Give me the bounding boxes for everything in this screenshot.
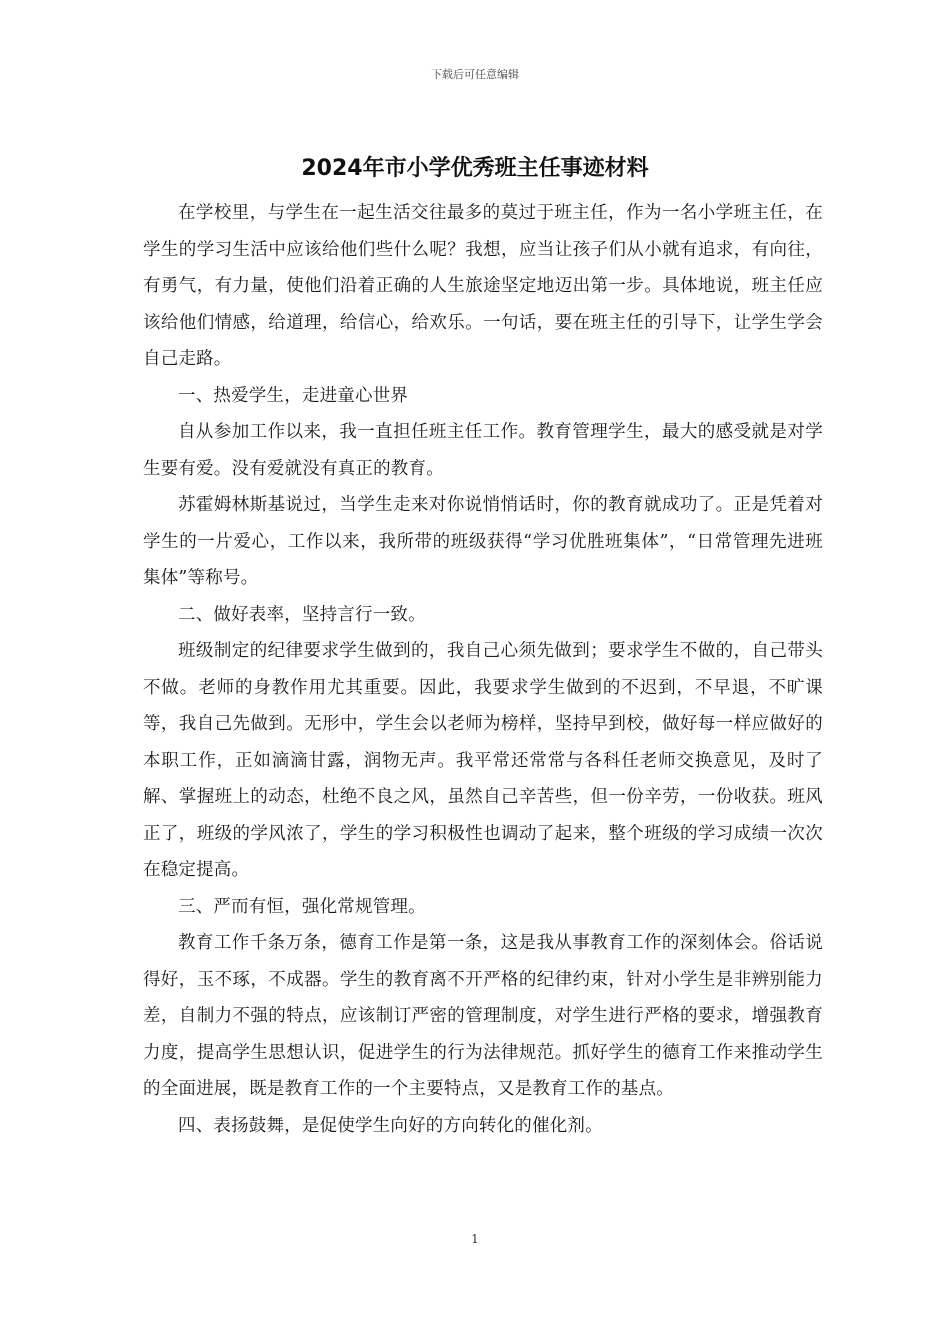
- body-paragraph: 自从参加工作以来，我一直担任班主任工作。教育管理学生，最大的感受就是对学生要有爱。没有爱就没有真正的教育。: [143, 422, 823, 479]
- header-note: 下载后可任意编辑: [431, 68, 519, 81]
- document-body: [143, 195, 823, 1144]
- body-paragraph: 苏霍姆林斯基说过，当学生走来对你说悄悄话时，你的教育就成功了。正是凭着对学生的一片爱心，工作以来，我所带的班级获得“学习优胜班集体”，“日常管理先进班集体”等称号。: [143, 495, 823, 588]
- body-paragraph: 班级制定的纪律要求学生做到的，我自己心须先做到；要求学生不做的，自己带头不做。老师的身教作用尤其重要。因此，我要求学生做到的不迟到，不早退，不旷课等，我自己先做到。无形中，学生会以老师为榜样，坚持早到校，做好每一样应做好的本职工作，正如滴滴甘露，润物无声。我平常还常常与各科任老师交换意见，及时了解、掌握班上的动态，杜绝不良之风，虽然自己辛苦些，但一份辛劳，一份收获。班风正了，班级的学风浓了，学生的学习积极性也调动了起来，整个班级的学习成绩一次次在稳定提高。: [143, 641, 823, 880]
- intro-paragraph: 在学校里，与学生在一起生活交往最多的莫过于班主任，作为一名小学班主任，在学生的学习生活中应该给他们些什么呢？我想，应当让孩子们从小就有追求，有向往，有勇气，有力量，使他们沿着正确的人生旅途坚定地迈出第一步。具体地说，班主任应该给他们情感，给道理，给信心，给欢乐。一句话，要在班主任的引导下，让学生学会自己走路。: [143, 203, 823, 369]
- document-title: 2024年市小学优秀班主任事迹材料: [301, 156, 649, 181]
- section-heading-3: 三、严而有恒，强化常规管理。: [178, 896, 426, 917]
- page-number: 1: [471, 1232, 479, 1246]
- body-paragraph: 教育工作千条万条，德育工作是第一条，这是我从事教育工作的深刻体会。俗话说得好，玉不琢，不成器。学生的教育离不开严格的纪律约束，针对小学生是非辨别能力差，自制力不强的特点，应该制订严密的管理制度，对学生进行严格的要求，增强教育力度，提高学生思想认识，促进学生的行为法律规范。抓好学生的德育工作来推动学生的全面进展，既是教育工作的一个主要特点，又是教育工作的基点。: [143, 933, 823, 1099]
- section-heading-2: 二、做好表率，坚持言行一致。: [178, 604, 426, 625]
- section-heading-4: 四、表扬鼓舞，是促使学生向好的方向转化的催化剂。: [178, 1115, 603, 1136]
- section-heading-1: 一、热爱学生，走进童心世界: [178, 385, 409, 406]
